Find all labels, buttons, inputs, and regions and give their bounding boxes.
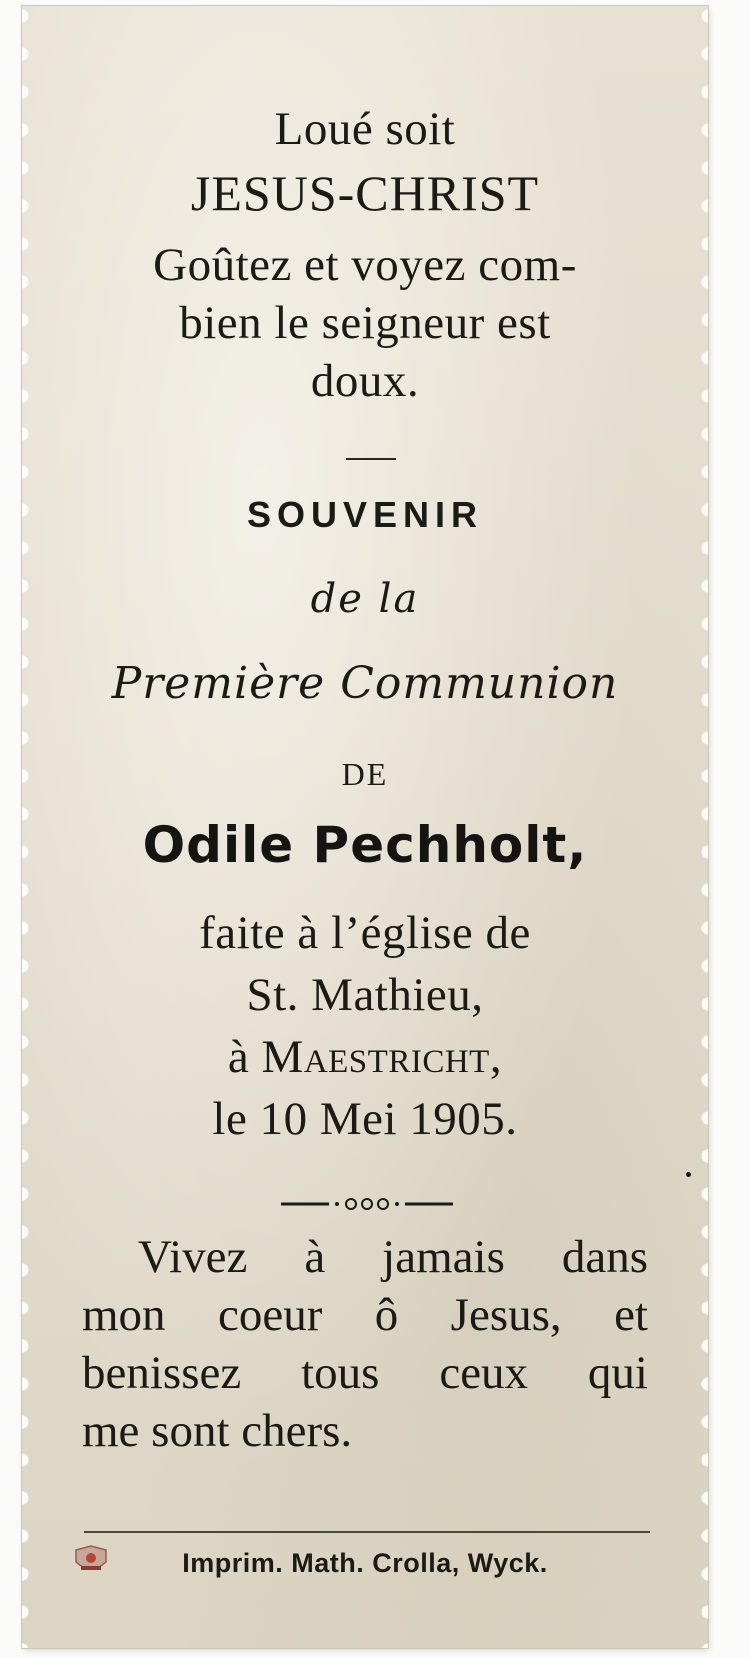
occasion-line: Première Communion [111,658,619,709]
de-line: DE [341,756,389,792]
verse-line-2: bien le seigneur est [179,297,551,349]
verse-line-1: Goûtez et voyez com- [153,239,577,291]
de-la-line: de la [310,576,420,622]
printer-credit: Imprim. Math. Crolla, Wyck. [182,1548,548,1578]
short-divider [346,458,396,460]
church-line: faite à l’église de [199,907,531,959]
crest-stamp-icon [72,1544,110,1576]
prayer-line: me sont chers. [82,1405,353,1457]
prayer-line: mon coeur ô Jesus, et [82,1289,648,1341]
ink-speck [686,1172,691,1177]
city-prefix: à [227,1031,250,1083]
communion-card [22,6,708,1648]
city-name: Maestricht, [261,1031,503,1083]
jesus-christ-heading: JESUS-CHRIST [190,165,540,221]
praise-line: Loué soit [274,103,456,155]
ornamental-divider [277,1194,457,1214]
prayer-text [82,1228,648,1460]
date-line: le 10 Mei 1905. [212,1093,518,1145]
verse-line-3: doux. [310,355,420,407]
footer-divider [84,1531,650,1533]
prayer-line: Vivez à jamais dans [138,1231,648,1283]
city-line [22,1030,708,1084]
prayer-line: benissez tous ceux qui [82,1347,648,1399]
saint-line: St. Mathieu, [246,969,484,1021]
communicant-name: Odile Pechholt, [142,816,588,874]
souvenir-heading: SOUVENIR [246,494,484,535]
